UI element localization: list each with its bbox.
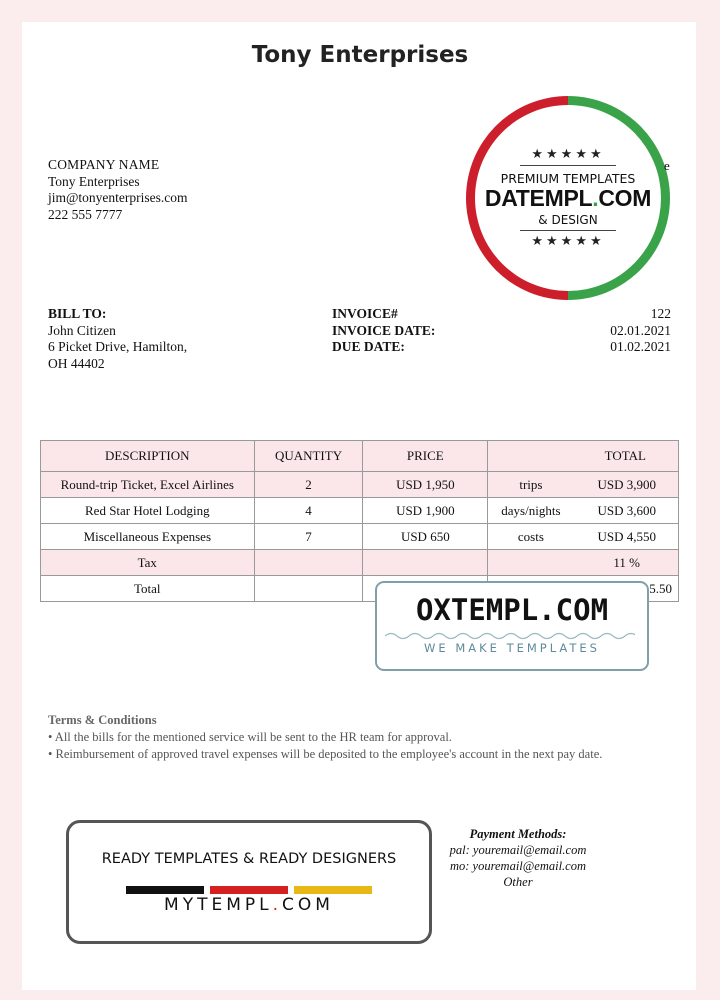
row-quantity: 2	[254, 472, 363, 498]
company-email: jim@tonyenterprises.com	[48, 190, 188, 205]
datempl-seal-watermark	[466, 96, 670, 300]
due-date-label: DUE DATE:	[332, 339, 405, 354]
seal-design-text: & DESIGN	[538, 213, 598, 227]
header-quantity: QUANTITY	[254, 441, 363, 472]
bill-to-heading: BILL TO:	[48, 306, 107, 321]
tax-value: 11 %	[574, 550, 679, 576]
table-row	[41, 524, 679, 550]
seal-premium-text: PREMIUM TEMPLATES	[500, 171, 636, 186]
mytempl-brand-tld: COM	[282, 895, 334, 915]
terms-line: • All the bills for the mentioned service will be sent to the HR team for approval.	[48, 730, 452, 744]
due-date: 01.02.2021	[610, 339, 671, 354]
total-label: Total	[41, 576, 255, 602]
stars-icon: ★★★★★	[531, 234, 605, 249]
seal-brand-tld: COM	[598, 185, 652, 211]
tax-label: Tax	[41, 550, 255, 576]
payment-line: mo: youremail@email.com	[449, 859, 586, 873]
mytempl-brand-name: MYTEMPL	[164, 895, 273, 915]
row-total: USD 3,900	[574, 472, 679, 498]
stars-icon: ★★★★★	[531, 147, 605, 162]
seal-brand-dot: .	[592, 185, 599, 211]
row-description: Round-trip Ticket, Excel Airlines	[41, 472, 255, 498]
row-total: USD 3,600	[574, 498, 679, 524]
total-value: 5.50	[574, 576, 679, 602]
items-table	[40, 440, 679, 602]
table-row	[41, 498, 679, 524]
company-phone: 222 555 7777	[48, 206, 123, 222]
tax-row	[41, 550, 679, 576]
seal-brand	[475, 186, 661, 211]
header-description: DESCRIPTION	[41, 441, 255, 472]
invoice-labels	[332, 306, 435, 356]
seal-inner	[475, 105, 661, 291]
bill-to-address-line2: OH 44402	[48, 355, 105, 371]
company-heading: COMPANY NAME	[48, 157, 160, 172]
row-quantity: 4	[254, 498, 363, 524]
seal-divider	[520, 230, 616, 231]
mytempl-brand	[69, 895, 429, 915]
header-total: TOTAL	[488, 441, 679, 472]
terms-heading: Terms & Conditions	[48, 713, 157, 727]
oxtempl-brand: OXTEMPL.COM	[415, 593, 609, 627]
invoice-date-label: INVOICE DATE:	[332, 322, 436, 338]
payment-heading: Payment Methods:	[469, 827, 567, 841]
seal-divider	[520, 165, 616, 166]
row-description: Red Star Hotel Lodging	[41, 498, 255, 524]
bill-to-address-line1: 6 Picket Drive, Hamilton,	[48, 339, 188, 354]
wave-icon	[385, 631, 635, 641]
payment-line: Other	[503, 875, 533, 889]
table-row	[41, 472, 679, 498]
row-total: USD 4,550	[574, 524, 679, 550]
tax-empty-cell	[488, 550, 574, 576]
row-price: USD 1,950	[363, 472, 488, 498]
invoice-number: 122	[650, 306, 671, 321]
row-unit: trips	[488, 472, 574, 498]
header-price: PRICE	[363, 441, 488, 472]
mytempl-watermark	[66, 820, 432, 944]
company-name: Tony Enterprises	[48, 173, 140, 189]
row-quantity: 7	[254, 524, 363, 550]
tax-empty-cell	[254, 550, 363, 576]
seal-brand-name: DATEMPL	[484, 185, 593, 211]
row-unit: days/nights	[488, 498, 574, 524]
row-price: USD 1,900	[363, 498, 488, 524]
red-bar	[210, 886, 288, 894]
payment-methods	[418, 826, 618, 890]
document-title: Tony Enterprises	[251, 42, 469, 68]
gold-bar	[294, 886, 372, 894]
invoice-date: 02.01.2021	[610, 322, 671, 338]
seal-partial-text: e	[664, 158, 670, 173]
row-description: Miscellaneous Expenses	[41, 524, 255, 550]
row-price: USD 650	[363, 524, 488, 550]
mytempl-tagline: READY TEMPLATES & READY DESIGNERS	[101, 851, 397, 867]
bill-to-name: John Citizen	[48, 322, 116, 338]
table-header-row	[41, 441, 679, 472]
payment-line: pal: youremail@email.com	[449, 843, 587, 857]
tax-empty-cell	[363, 550, 488, 576]
invoice-values	[610, 306, 671, 356]
invoice-number-label: INVOICE#	[332, 306, 398, 321]
row-unit: costs	[488, 524, 574, 550]
bill-to-block	[48, 306, 187, 372]
company-block	[48, 157, 188, 223]
mytempl-brand-dot: .	[272, 895, 283, 915]
oxtempl-watermark	[375, 581, 649, 671]
terms-line: • Reimbursement of approved travel expenses will be deposited to the employee's account in the next pay date.	[48, 747, 603, 761]
oxtempl-tagline: WE MAKE TEMPLATES	[424, 641, 600, 655]
total-empty-cell	[254, 576, 363, 602]
terms-block	[48, 712, 678, 763]
black-bar	[126, 886, 204, 894]
flag-bars	[69, 879, 429, 887]
